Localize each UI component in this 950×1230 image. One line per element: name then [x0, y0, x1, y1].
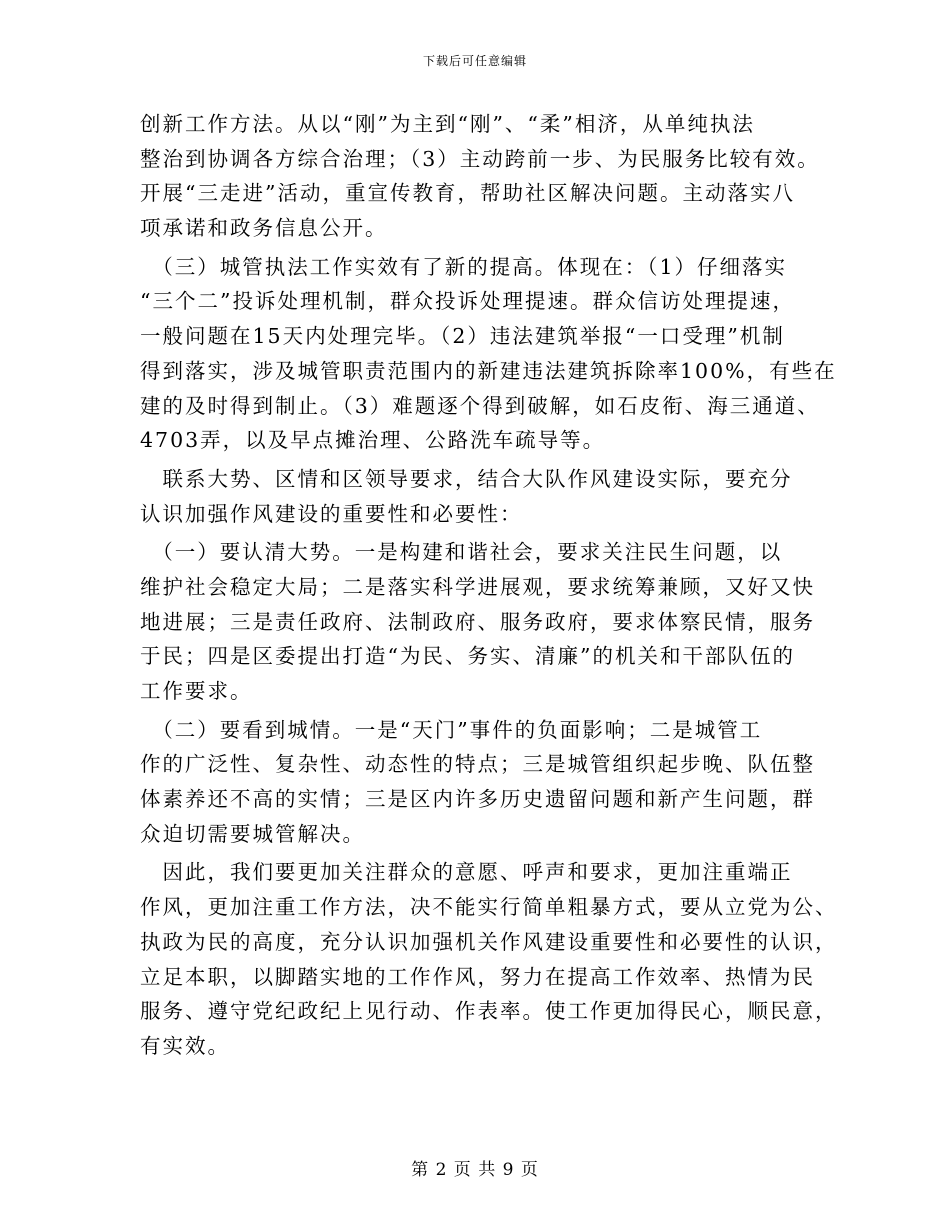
text-line: 于民；四是区委提出打造“为民、务实、清廉”的机关和干部队伍的	[140, 644, 795, 669]
text-line: 服务、遵守党纪政纪上见行动、作表率。使工作更加得民心，顺民意，	[140, 999, 838, 1024]
paragraph	[140, 855, 838, 1063]
text-line: 项承诺和政务信息公开。	[140, 216, 388, 241]
text-line: 认识加强作风建设的重要性和必要性：	[140, 501, 523, 526]
text-line: 建的及时得到制止。（3）难题逐个得到破解，如石皮衔、海三通道、	[140, 393, 820, 418]
text-line: 得到落实，涉及城管职责范围内的新建违法建筑拆除率100%，有些在	[140, 358, 837, 383]
text-line: 体素养还不高的实情；三是区内许多历史遗留问题和新产生问题，群	[140, 787, 815, 812]
page-header: 下载后可任意编辑	[422, 54, 527, 68]
text-line: （二）要看到城情。一是“天门”事件的负面影响；二是城管工	[140, 717, 763, 742]
text-line: 有实效。	[140, 1033, 230, 1058]
text-line: 执政为民的高度，充分认识加强机关作风建设重要性和必要性的认识，	[140, 929, 838, 954]
text-line: （三）城管执法工作实效有了新的提高。体现在：（1）仔细落实	[140, 254, 788, 279]
text-line: 众迫切需要城管解决。	[140, 821, 365, 846]
text-line: 4703弄，以及早点摊治理、公路洗车疏导等。	[140, 428, 606, 453]
text-line: 整治到协调各方综合治理；（3）主动跨前一步、为民服务比较有效。	[140, 146, 820, 171]
text-line: 一般问题在15天内处理完毕。（2）违法建筑举报“一口受理”机制	[140, 324, 785, 349]
text-line: 联系大势、区情和区领导要求，结合大队作风建设实际，要充分	[140, 466, 793, 491]
text-line: 作的广泛性、复杂性、动态性的特点；三是城管组织起步晚、队伍整	[140, 752, 815, 777]
paragraph	[140, 250, 837, 458]
text-line: 工作要求。	[140, 679, 253, 703]
text-line: 开展“三走进”活动，重宣传教育，帮助社区解决问题。主动落实八	[140, 181, 795, 206]
document-body	[140, 107, 838, 1064]
text-line: 维护社会稳定大局；二是落实科学进展观，要求统筹兼顾，又好又快	[140, 574, 815, 599]
paragraph	[140, 713, 820, 852]
text-line: （一）要认清大势。一是构建和谐社会，要求关注民生问题，以	[140, 540, 783, 565]
text-line: 立足本职，以脚踏实地的工作作风，努力在提高工作效率、热情为民	[140, 964, 815, 989]
page-number: 第 2 页 共 9 页	[411, 1160, 539, 1180]
paragraph	[140, 107, 820, 246]
paragraph	[140, 462, 820, 531]
text-line: 因此，我们要更加关注群众的意愿、呼声和要求，更加注重端正	[140, 860, 793, 885]
text-line: “三个二”投诉处理机制，群众投诉处理提速。群众信访处理提速，	[140, 289, 795, 314]
text-line: 创新工作方法。从以“刚”为主到“刚”、“柔”相济，从单纯执法	[140, 112, 755, 136]
text-line: 作风，更加注重工作方法，决不能实行简单粗暴方式，要从立党为公、	[140, 895, 838, 920]
text-line: 地进展；三是责任政府、法制政府、服务政府，要求体察民情，服务	[140, 609, 815, 634]
paragraph	[140, 535, 820, 708]
